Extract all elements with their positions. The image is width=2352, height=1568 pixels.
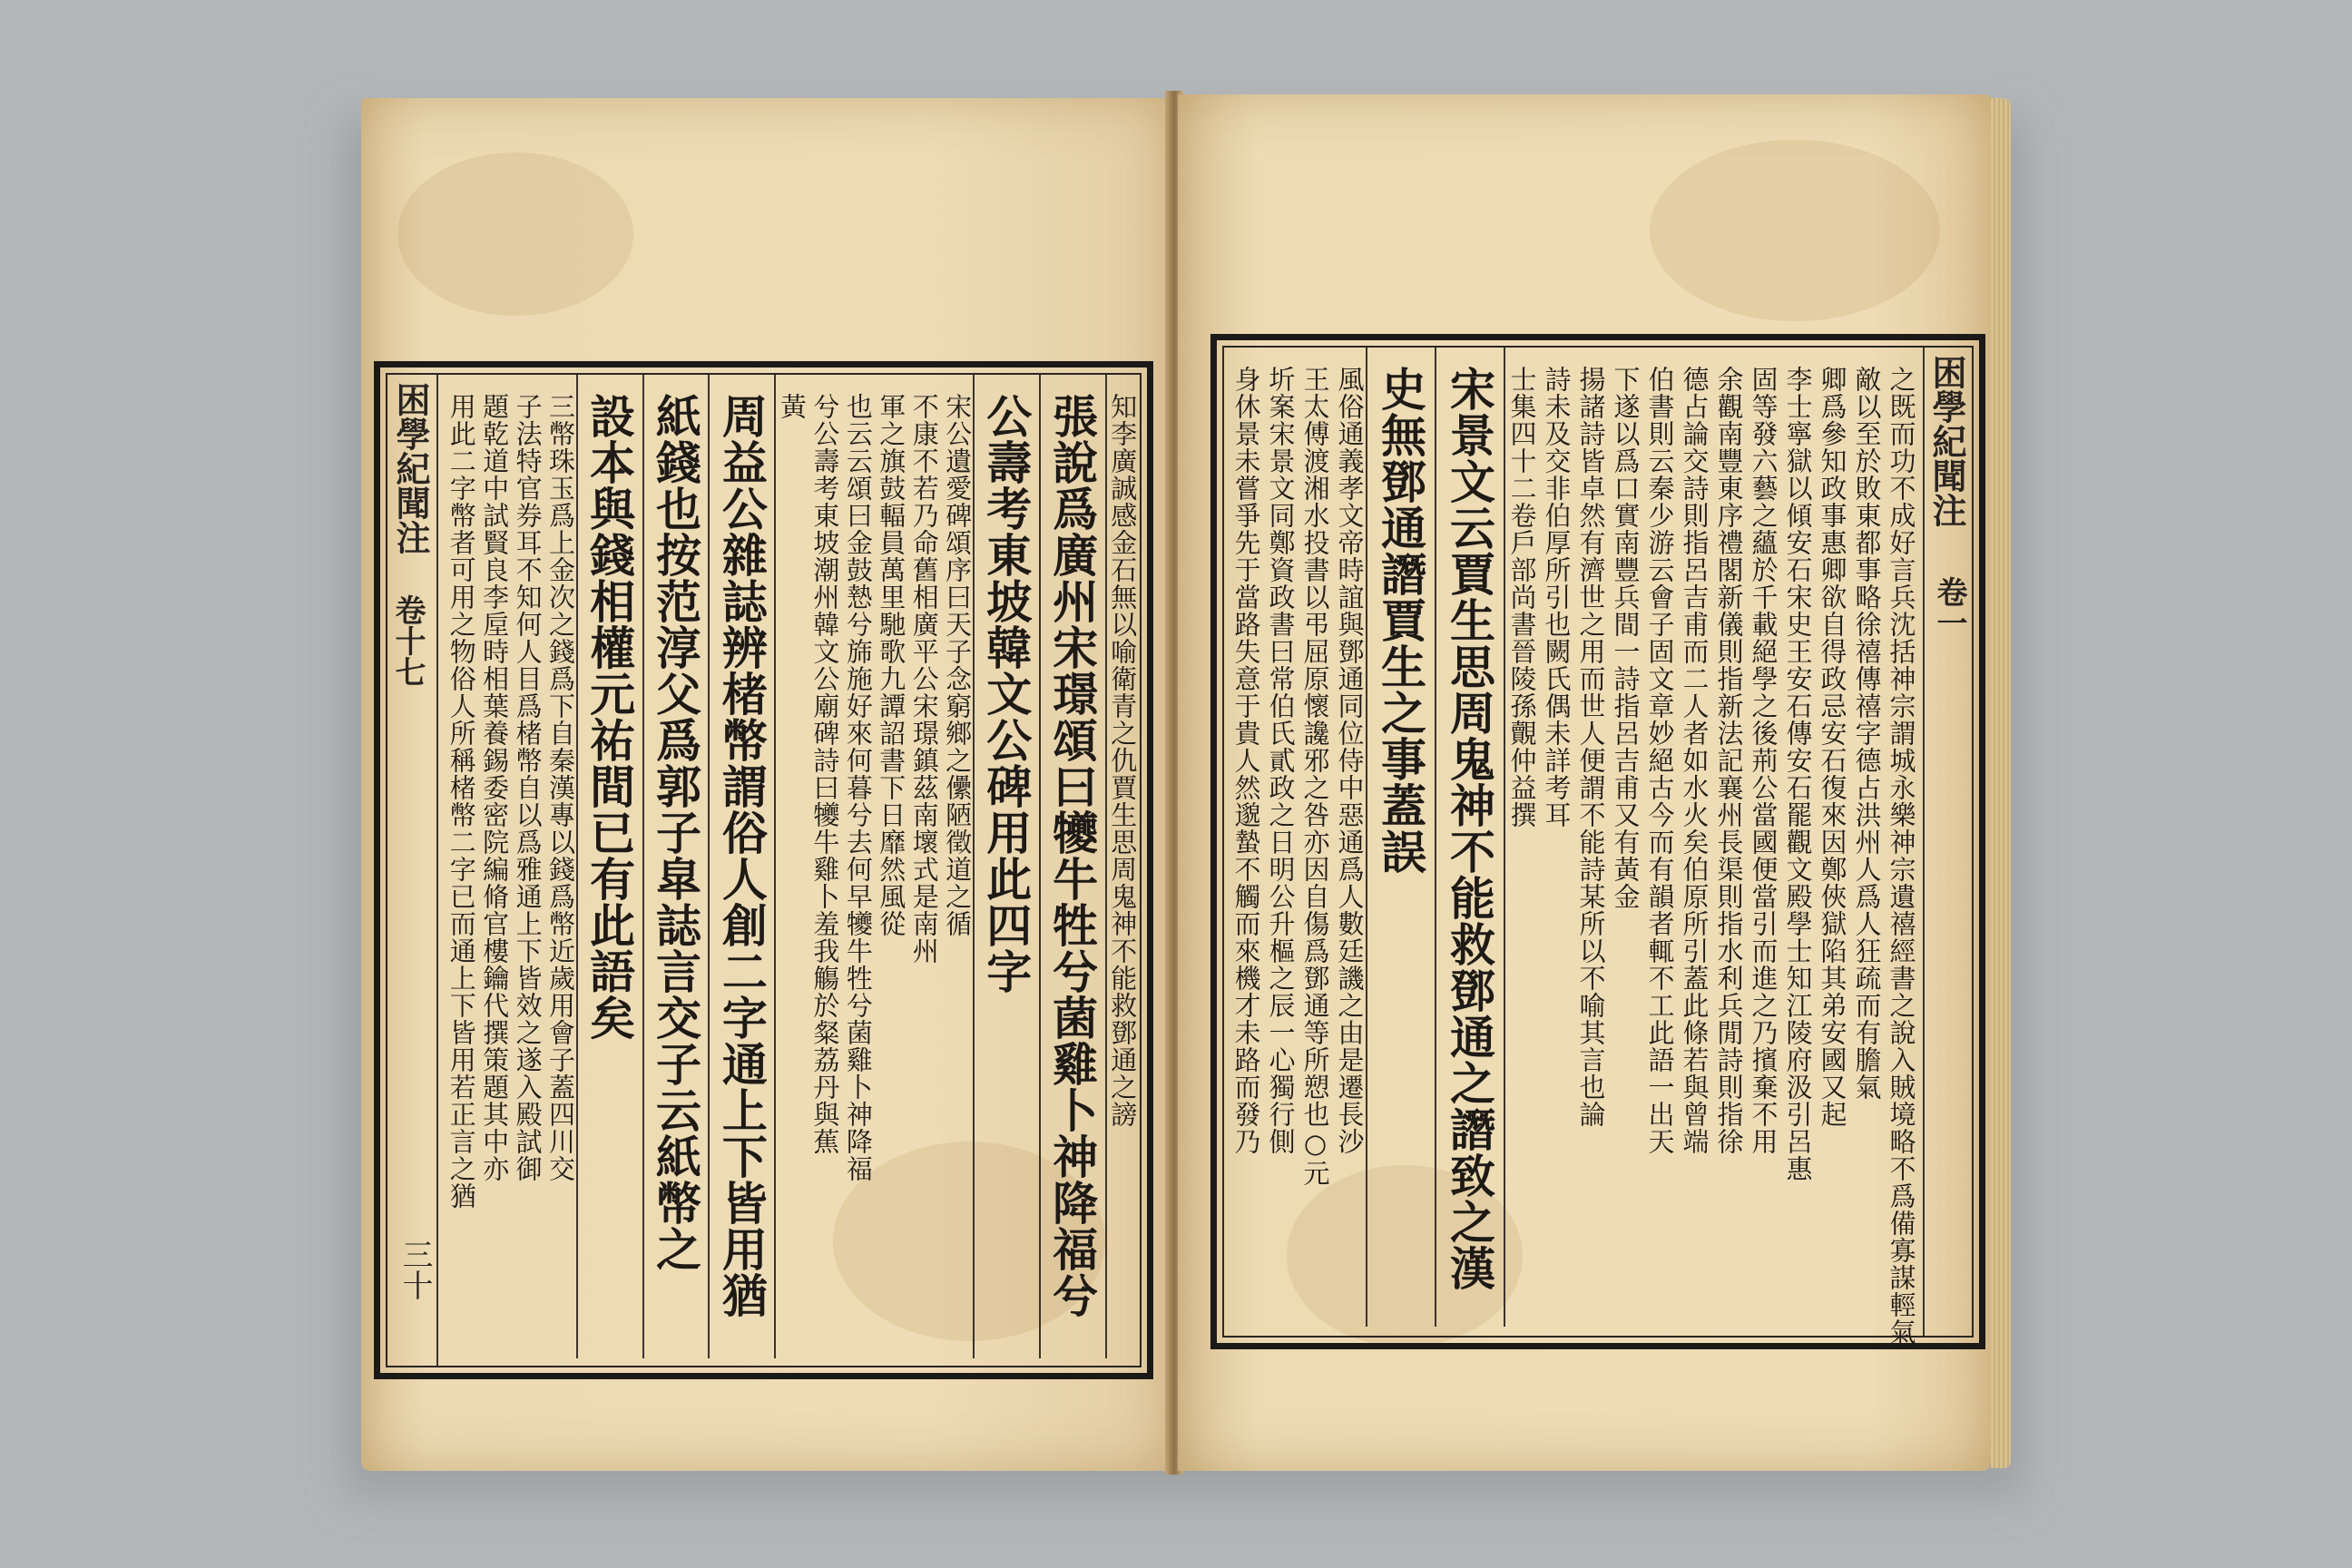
text-column-12: 設本與錢相權元祐間已有此語矣 [583,393,637,1041]
text-column-1: 知李廣誠感金石無以喻衛青之仇賈生思周鬼神不能救鄧通之謗 [1107,393,1139,1128]
text-column-7: 德占論交詩則指呂吉甫而二人者如水火矣伯原所引蓋此條若與曾端 [1679,366,1710,1155]
paper-stain [397,152,633,316]
left-text-block [374,361,1153,1379]
column-rule [642,375,644,1358]
text-column-9: 黃 [777,393,808,420]
text-column-1: 之既而功不成好言兵沈括神宗謂城永樂神宗遺禧經書之說入賊境略不爲備寡謀輕氣 [1886,366,1917,1346]
text-column-15: 風俗通義孝文帝時誼與鄧通同位侍中惡通爲人數廷譏之由是遷長沙 [1334,366,1366,1155]
text-column-10: 周益公雜誌辨楮幣謂俗人創二字通上下皆用猶 [714,393,769,1318]
text-column-18: 身休景未嘗爭先于當路失意于貴人然邈蟄不觸而來機才未路而發乃 [1230,366,1262,1155]
juan-label: 卷十七 [389,594,426,687]
text-column-3: 卿爲參知政事惠卿欲自得政忌安石復來因鄭俠獄陷其弟安國又起 [1817,366,1848,1128]
right-text-block [1210,334,1985,1349]
paper-stain [1650,140,1940,321]
column-rule [774,375,776,1358]
text-column-15: 題乾道中試賢良李垕時相葉養錫委密院編脩官樓鑰代撰策題其中亦 [479,393,511,1182]
text-column-14: 史無鄧通譖賈生之事蓋誤 [1374,366,1427,875]
juan-label: 卷一 [1931,576,1967,638]
text-column-8: 兮公壽考東坡潮州韓文公廟碑詩曰犪牛雞卜羞我觴於粲荔丹與蕉 [809,393,841,1155]
text-column-6: 余觀南豐東序禮閣新儀則指新法記襄州長渠則指水利兵閒詩則指徐 [1713,366,1745,1155]
column-rule [708,375,710,1358]
text-column-2: 敵以至於敗東都事略徐禧傳禧字德占洪州人爲人狂疏而有膽氣 [1851,366,1883,1101]
text-column-16: 王太傅渡湘水投書以弔屈原懷讒邪之咎亦因自傷爲鄧通等所愬也○元 [1299,366,1331,1187]
text-column-5: 不康不若乃命舊相廣平公宋璟鎮茲南壞式是南州 [908,393,940,965]
text-column-2: 張說爲廣州宋璟頌曰犪牛牲兮菌雞卜神降福兮 [1045,393,1100,1318]
margin-title: 困學紀聞注 [1926,355,1967,527]
text-column-11: 詩未及交非伯厚所引也闕氏偶未詳考耳 [1541,366,1573,828]
text-column-8: 伯書則云秦少游云會子固文章妙絕古今而有韻者輒不工此語一出天 [1644,366,1676,1155]
text-column-11: 紙錢也按范淳父爲郭子皐誌言交子云紙幣之 [649,393,702,1272]
margin-title: 困學紀聞注 [390,382,431,554]
text-column-12: 士集四十二卷戶部尚書晉陵孫覿仲益撰 [1506,366,1538,828]
text-column-10: 揚諸詩皆卓然有濟世之用而世人便謂不能詩某所以不喻其言也論 [1575,366,1607,1128]
margin-rule [436,375,438,1366]
text-column-17: 圻案宋景文同鄭資政書曰常伯氏貳政之日明公升樞之辰一心獨行側 [1265,366,1297,1155]
text-column-6: 軍之旗鼓輻員萬里馳歌九譚詔書下日靡然風從 [876,393,907,937]
column-rule [1039,375,1041,1358]
column-rule [576,375,578,1358]
text-column-5: 固等發六藝之蘊於千載絕學之後荊公當國便當引而進之乃擯棄不用 [1748,366,1779,1155]
text-column-4: 李士寧獄以傾安石宋史王安石傳安石罷觀文殿學士知江陵府汲引呂惠 [1782,366,1814,1182]
text-column-16: 用此二字幣者可用之物俗人所稱楮幣二字已而通上下皆用若正言之猶 [446,393,477,1210]
column-rule [1435,348,1436,1327]
text-column-13: 宋景文云賈生思周鬼神不能救鄧通之譖致之漢 [1443,366,1496,1291]
column-rule [1105,375,1107,1358]
text-column-14: 子法特官券耳不知何人目爲楮幣自以爲雅通上下皆效之遂入殿試御 [512,393,544,1182]
column-rule [1366,348,1367,1327]
column-rule [973,375,975,1358]
text-column-7: 也云云頌曰金鼓慹兮旆施好來何暮兮去何早犪牛牲兮菌雞卜神降福 [842,393,874,1182]
text-column-3: 公壽考東坡韓文公碑用此四字 [979,393,1034,995]
page-edges [1991,98,2011,1468]
text-column-13: 三幣珠玉爲上金次之錢爲下自秦漢專以錢爲幣近歲用會子蓋四川交 [545,393,576,1182]
text-column-4: 宋公遺愛碑頌序曰天子念窮鄉之儽陋徵道之循 [942,393,974,937]
page-number: 三十 [397,1239,433,1300]
text-column-9: 下遂以爲口實南豐兵間一詩指呂吉甫又有黃金 [1610,366,1642,910]
column-rule [1504,348,1505,1327]
